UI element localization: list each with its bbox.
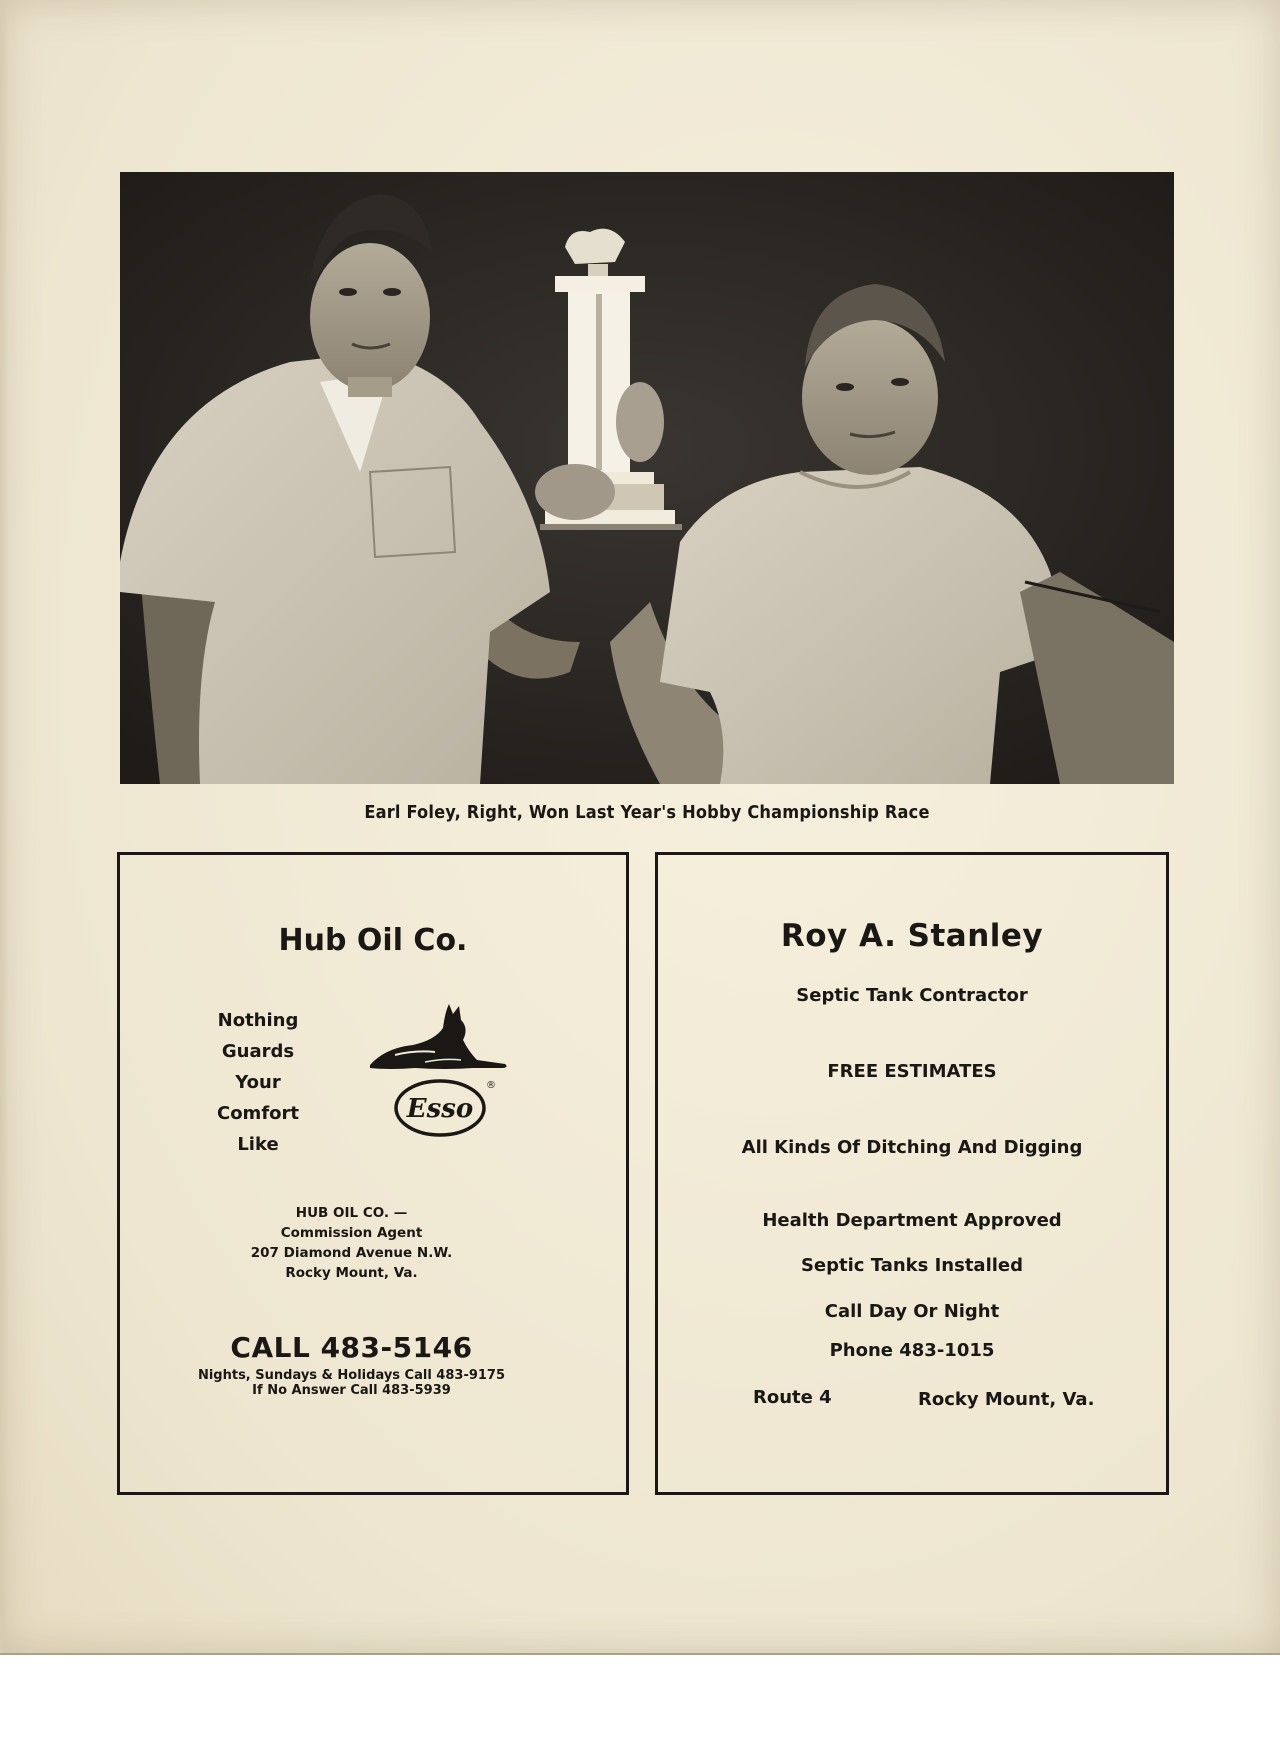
roy-phone-number: Phone 483-1015 <box>829 1340 995 1361</box>
hub-after-hours <box>120 1368 583 1398</box>
health-line: Health Department Approved <box>762 1210 1062 1231</box>
free-estimates: FREE ESTIMATES <box>827 1061 997 1082</box>
page-edge <box>0 1653 1280 1655</box>
slogan-line: Nothing <box>217 1010 299 1031</box>
roy-stanley-title: Roy A. Stanley <box>780 918 1044 954</box>
address-line: Rocky Mount, Va. <box>285 1265 418 1281</box>
installed-line: Septic Tanks Installed <box>800 1255 1024 1276</box>
ditching-line: All Kinds Of Ditching And Digging <box>741 1137 1083 1158</box>
page-binding-edge <box>0 0 8 1653</box>
route-line: Route 4 <box>753 1387 832 1408</box>
hub-oil-title: Hub Oil Co. <box>278 923 468 958</box>
hub-phone-number: CALL 483-5146 <box>230 1331 473 1364</box>
address-line: 207 Diamond Avenue N.W. <box>250 1245 453 1261</box>
hub-address-block <box>120 1203 583 1283</box>
svg-text:®: ® <box>486 1080 496 1091</box>
roy-stanley-ad <box>655 852 1169 1495</box>
slogan-line: Like <box>237 1134 279 1155</box>
hub-oil-ad <box>117 852 629 1495</box>
address-line: Commission Agent <box>280 1225 423 1241</box>
photo-caption: Earl Foley, Right, Won Last Year's Hobby Championship Race <box>364 802 930 823</box>
address-line: HUB OIL CO. — <box>295 1205 408 1221</box>
town-line: Rocky Mount, Va. <box>918 1389 1095 1410</box>
slogan-line: Guards Your <box>221 1041 295 1093</box>
after-hours-line: Nights, Sundays & Holidays Call 483-9175 <box>197 1368 506 1383</box>
trophy-photo <box>120 172 1174 784</box>
roy-subtitle: Septic Tank Contractor <box>796 985 1028 1006</box>
no-answer-line: If No Answer Call 483-5939 <box>252 1383 451 1398</box>
svg-text:Esso: Esso <box>406 1094 474 1124</box>
esso-dog-logo-icon <box>365 1000 515 1140</box>
slogan-line: Comfort <box>216 1103 299 1124</box>
hub-slogan <box>210 1005 306 1160</box>
day-night-line: Call Day Or Night <box>824 1301 1000 1322</box>
